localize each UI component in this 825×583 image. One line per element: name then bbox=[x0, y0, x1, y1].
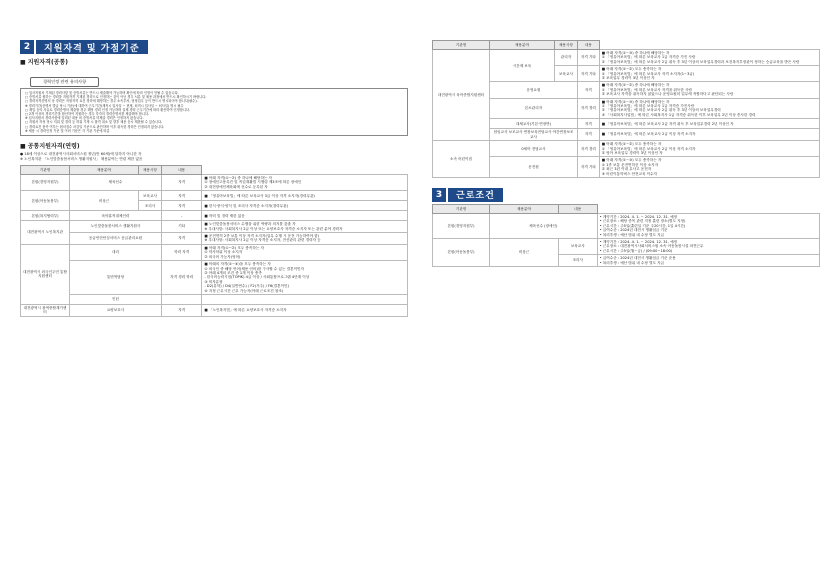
left-column bbox=[20, 40, 408, 317]
section-title: 지원자격 및 가점기준 bbox=[36, 40, 148, 54]
content-cell bbox=[599, 141, 819, 157]
content-line: ② 보육교사 자격을 취득하지 않았으나 운영요원의 업무에 적합하다고 판단되는 사람 bbox=[601, 92, 734, 97]
field-cell: 체육선수 (장애인) bbox=[490, 213, 598, 238]
content-line: ① 장애인고용촉진 및 직업재활법 시행령 제3조에 따른 장애인 bbox=[204, 180, 302, 185]
content-cell bbox=[599, 129, 819, 141]
content-line: ■ 아래 자격(①~②) 모두 충족하는 자 bbox=[601, 67, 662, 72]
content-cell bbox=[202, 201, 408, 211]
org-cell: 대전광역시 광역중합재가센터 bbox=[21, 304, 70, 316]
col-header: 기관명 bbox=[433, 41, 490, 50]
col-header: 채용사항 bbox=[555, 41, 578, 50]
field-cell: 비상근 bbox=[70, 191, 139, 211]
content-line: ■ 「영유아보육법」에 따른 보육교사 2급 이상 자격 소지자 bbox=[601, 132, 696, 137]
field-cell: 응급안전안심서비스 응급관리요원 bbox=[70, 233, 162, 245]
content-line: - 한국어능력시험(TOPIK) 4급 이상 / 사회통합프로그램 4단계 이상 bbox=[204, 275, 310, 280]
content-line: ② 「영유아보육법」에 따른 보육교사 2급 취득 후 3년 이상의 보육업무경력과 보건복지부장관이 정하는 승급교육을 받은 사람 bbox=[601, 59, 800, 64]
table-row bbox=[433, 119, 820, 129]
field-cell: 비상근 bbox=[490, 238, 559, 266]
table-row bbox=[21, 221, 408, 233]
col-header: 기관명 bbox=[433, 204, 490, 213]
content-cell bbox=[202, 175, 408, 191]
table-row bbox=[21, 191, 408, 201]
content-cell bbox=[597, 213, 819, 238]
content-line: ■ 한식·중식·양식 및 조리사 자격증 소지자(경력무관) bbox=[204, 203, 288, 208]
content-line: ② 「영유아보육법」에 따른 보육교사 2급 취득 후 3년 이상의 보육업무경력 bbox=[601, 108, 721, 113]
field-cell: 시간제 보육 bbox=[490, 50, 555, 82]
kind-cell: 자격 기타 bbox=[578, 66, 600, 82]
content-line: ■ 아래 자격(①~②) 모두 충족하는 자 bbox=[204, 245, 264, 250]
notice-line: □ 증빙서류 원하는 경력을 지원자격 기재된 경력으로 인정하는 것이 아닌 경우 서류 및 채용 과정에서 반드시 확인하시기 바랍니다. bbox=[25, 95, 207, 100]
kind-cell: 기타 bbox=[162, 221, 202, 233]
content-cell bbox=[202, 233, 408, 245]
table-row bbox=[21, 261, 408, 295]
content-line: ② 최근 3년 이내 무사고 운전자 bbox=[601, 167, 652, 172]
content-line: ■ 「영유아보육법」에 따른 보육교사 2급 자격 취득 후 보육업무경력 2년 이상인 자 bbox=[601, 121, 734, 126]
content-line: ① 「영유아보육법」에 따른 보육교사 자격 소지자(1~3급) bbox=[601, 71, 695, 76]
notice-line: □ 경력요건 충족 여부는 원서접수 마감일 기준으로 판단하며 이후 취득한 경력은 인정되지 않습니다. bbox=[25, 124, 165, 129]
content-line: • 근무장소 : 해당 종목 관련 지정 훈련 장소(별도 지정) bbox=[599, 219, 686, 224]
kind-cell: 자격 bbox=[162, 304, 202, 316]
table-row bbox=[21, 294, 408, 304]
content-cell bbox=[202, 294, 408, 304]
col-header: 내용 bbox=[559, 204, 598, 213]
common-line: ● 18세 이상으로 대전광역시사회서비스원 정년(만 60세)에 달하지 아니한 자 bbox=[20, 152, 142, 157]
content-line: ■ 아래의 자격(①~④)을 모두 충족하는 자 bbox=[204, 262, 271, 267]
field-cell: 육아휴직대체인력 bbox=[70, 211, 162, 221]
content-line: ■ 아래 자격(①~②) 중 하나에 해당하는 자 bbox=[204, 176, 272, 181]
kind-cell: 자격 bbox=[162, 175, 202, 191]
work-conditions-table bbox=[432, 204, 820, 267]
org-cell: 소속 어린이집 bbox=[433, 141, 490, 178]
table-row bbox=[433, 50, 820, 66]
content-line: ② 영아 보육업무 경력이 3년 이상인 자 bbox=[601, 150, 663, 155]
kind-cell: 자격 경력 학력 bbox=[162, 261, 202, 295]
field-cell: 담임교사 보조교사 연장보육전담교사 야간연장보조교사 bbox=[490, 129, 578, 141]
content-line: ※ 우대사항: 사회복지사 2급 이상 또는 요양보호사 자격증 소지자 또는 관련 분야 경력자 bbox=[204, 226, 343, 231]
section-title: 근로조건 bbox=[448, 188, 503, 202]
notice-box bbox=[20, 88, 408, 136]
subfield-cell: 보육교사 bbox=[559, 238, 598, 254]
qualification-table-left bbox=[20, 165, 408, 317]
content-line: • 근무시간 : 주5일(월~금) / (09:00~18:00) bbox=[599, 248, 673, 253]
field-cell: 노인맞춤돌봄서비스 생활지원사 bbox=[70, 221, 162, 233]
col-header: 내용 bbox=[578, 41, 600, 50]
subfield-cell: 조리사 bbox=[559, 255, 598, 267]
content-line: • 근무시간 : 주5일(훈련일 기준 주20시간, 1일 4시간) bbox=[599, 223, 686, 228]
content-line: ■ 「영유아보육법」에 따른 보육교사 3급 이상 자격 소지자(경력무관) bbox=[204, 193, 315, 198]
subfield-cell: 보육교사 bbox=[139, 191, 162, 201]
table-row bbox=[21, 211, 408, 221]
table-row bbox=[433, 82, 820, 98]
org-cell: 대전광역시 외국인주민 통합지원센터 bbox=[21, 244, 70, 304]
content-line: ② 대전장애인체육회에 선수로 등록된 자 bbox=[204, 184, 268, 189]
org-cell: 본원(경영지원부) bbox=[433, 213, 490, 238]
subfield-cell: 보육교사 bbox=[555, 66, 578, 82]
table-row bbox=[433, 129, 820, 141]
content-cell bbox=[202, 211, 408, 221]
content-line: ■ 「노인복지법」에 따른 요양보호사 자격증 소지자 bbox=[204, 308, 287, 313]
subsection-title: ■ 지원자격(공통) bbox=[20, 59, 69, 66]
content-line: - D2(유학) / D4(일반연수) / F2(거주) / F6(결혼이민) bbox=[204, 284, 289, 289]
kind-cell: 자격 bbox=[578, 129, 600, 141]
notice-line: □ 2개 이상의 경력기간을 합산하여 지원하는 경우 각각의 경력증명서를 제출해야 합니다. bbox=[25, 112, 149, 117]
content-line: • 복리후생 : 예산 범위 내 수당 별도 지급 bbox=[599, 260, 665, 265]
org-cell: 본원(복지협력부) bbox=[21, 211, 70, 221]
content-cell bbox=[599, 98, 819, 119]
content-line: ① 외국인 중 해당 언어(채용 언어)를 구사할 수 있는 결혼이민자 bbox=[204, 266, 304, 271]
content-line: ■ 아래 자격(①~③) 모두 충족하는 자 bbox=[601, 158, 662, 163]
content-line: ① 「영유아보육법」에 따른 보육교사 2급 이상 자격 소지자 bbox=[601, 146, 696, 151]
kind-cell: 자격 bbox=[162, 191, 202, 201]
content-cell bbox=[599, 50, 819, 66]
kind-cell bbox=[162, 294, 202, 304]
notice-line: □ 재입 등의 사유로 경력증명서 제출할 경우 해당 경력 인정 가능하며 실제 경력 근무기간에 따라 환산하여 인정합니다. bbox=[25, 107, 190, 112]
field-cell: 0세아 전담교사 bbox=[490, 141, 578, 157]
field-cell: 대리 bbox=[70, 244, 162, 260]
content-cell bbox=[599, 119, 819, 129]
field-cell: 운영요원 bbox=[490, 82, 578, 98]
notice-line: ※ 입사지원서 경력사항에 입력된 내용 외 증빙서류 미제출 경력은 인정하지 않습니다. bbox=[25, 116, 144, 121]
content-line: ③ 「사회복지사업법」에 따른 사회복지사 1급 자격증 취득한 이후 보육업무 2년 이상 종사한 경력 bbox=[601, 112, 756, 117]
content-line: ① 학사학위 이상 소지자 bbox=[204, 250, 243, 255]
content-line: ■ 학력 및 경력 제한 없음 bbox=[204, 213, 245, 218]
content-line: • 급여수준 : 2024년 대전시 생활임금 기준 준용 bbox=[599, 256, 676, 261]
kind-cell: 자격 기타 bbox=[578, 50, 600, 66]
content-line: ■ 노인맞춤돌봄서비스 수행을 위한 역량과 의지를 갖춘 자 bbox=[204, 222, 296, 227]
col-header: 채용사항 bbox=[139, 166, 162, 175]
content-cell bbox=[202, 221, 408, 233]
field-cell: 운전원 bbox=[490, 157, 578, 178]
content-cell bbox=[599, 82, 819, 98]
section-number: 3 bbox=[432, 188, 446, 202]
subsection-title-2: ■ 공통지원자격(연령) bbox=[20, 143, 80, 151]
notice-line: □ 경력자격증명서 상 경력은 지원자격 요건 경력에 해당하는 경우 소속부서, 담당업무 등이 반드시 명시되어야 합니다(필수). bbox=[25, 99, 198, 104]
content-line: ④ 지정 근무시간 근무 가능자(아래 근로조건 참조) bbox=[204, 288, 284, 293]
content-line: ② 보육업무 경력이 3년 이상인 자 bbox=[601, 76, 655, 81]
qualification-table-right bbox=[432, 40, 820, 178]
content-line: • 계약기간 : 2024. 4. 1. ~ 2024. 12. 31. 예정 bbox=[599, 239, 678, 244]
content-cell bbox=[599, 157, 819, 178]
content-line: ■ 아래 자격(①~②) 모두 충족하는 자 bbox=[601, 142, 662, 147]
content-line: ③ 어린이통학버스 안전교육 이수자 bbox=[601, 171, 658, 176]
content-cell bbox=[597, 255, 819, 267]
content-cell bbox=[597, 238, 819, 254]
notice-line: □ 지원서 작성 당시 지위 및 경력 등 허위 기재 시 합격 취소 및 향후 채용 응시 제한될 수 있습니다. bbox=[25, 120, 163, 125]
table-row bbox=[433, 213, 820, 238]
field-cell: 요양보호사 bbox=[70, 304, 162, 316]
kind-cell: 학력 자격 bbox=[162, 244, 202, 260]
content-line: ※ 우대사항: 사회복지사 2급 이상 자격증 소지자, 전산관리 관련 경력자 등 bbox=[204, 238, 321, 243]
field-cell: 체육선수 bbox=[70, 175, 162, 191]
table-row bbox=[433, 157, 820, 178]
content-cell bbox=[202, 244, 408, 260]
content-line: ① 「영유아보육법」에 따른 보육교사 1급 자격증 가진 사람 bbox=[601, 55, 696, 60]
field-cell: 본소관리자 bbox=[490, 98, 578, 119]
notice-tag: 경력인정 관련 유의사항 bbox=[30, 77, 99, 87]
content-line: ② 외국어 가능자(영어) bbox=[204, 254, 241, 259]
content-line: ① 「영유아보육법」에 따른 보육교사 자격을 취득한 사람 bbox=[601, 87, 692, 92]
content-line: ■ 아래 자격(①~③) 중 하나에 해당하는 자 bbox=[601, 99, 670, 104]
content-cell bbox=[202, 261, 408, 295]
right-column bbox=[432, 40, 820, 267]
kind-cell: 자격 경력 bbox=[578, 98, 600, 119]
kind-cell: - bbox=[162, 211, 202, 221]
col-header: 채용분야 bbox=[70, 166, 139, 175]
kind-cell: 자격 bbox=[578, 119, 600, 129]
kind-cell: 자격 기타 bbox=[578, 157, 600, 178]
subfield-cell: 조리사 bbox=[139, 201, 162, 211]
content-line: ■ 아래 자격(①~③) 중 하나에 해당하는 자 bbox=[601, 51, 670, 55]
field-cell: 인턴 bbox=[70, 294, 162, 304]
col-header: 기관명 bbox=[21, 166, 70, 175]
table-row bbox=[433, 141, 820, 157]
table-row bbox=[21, 304, 408, 316]
content-line: • 급여수준 : 2024년 대전시 생활임금 기준 bbox=[599, 228, 668, 233]
section-number: 2 bbox=[20, 40, 34, 54]
table-row bbox=[21, 244, 408, 260]
content-line: ② 아래 4개의 조건 중 1개 이상 충족 bbox=[204, 270, 262, 275]
table-row bbox=[21, 175, 408, 191]
content-line: ③ 비자유형 bbox=[204, 279, 223, 284]
notice-line: ※ 경력기간(증명서 발급 당시 기준)에 대하여 근무기간(재직시 입사일 ~ 현재, 퇴직시 입사일 ~ 퇴사일) 명시 필수 bbox=[25, 103, 184, 108]
section-2-header bbox=[20, 40, 408, 54]
kind-cell: 자격 bbox=[578, 82, 600, 98]
notice-line: ※ 채용 시 경력인정 기준 및 이외 기준은 각 기관 기준에 따름 bbox=[25, 128, 110, 133]
org-cell: 본원(아동돌봄부) bbox=[21, 191, 70, 211]
table-row bbox=[433, 238, 820, 254]
col-header: 채용분야 bbox=[490, 204, 559, 213]
content-line: • 계약기간 : 2024. 4. 1. ~ 2024. 12. 31. 예정 bbox=[599, 214, 678, 219]
kind-cell: 자격 bbox=[162, 201, 202, 211]
content-cell bbox=[202, 304, 408, 316]
common-line: ※ 노인복지관 「노인맞춤돌봄서비스 생활지원사」 채용분야는 연령 제한 없음 bbox=[20, 157, 143, 162]
field-cell: 대체교사(기본·연장반) bbox=[490, 119, 578, 129]
content-line: ① 「영유아보육법」에 따른 보육교사 1급 자격증 가진사람 bbox=[601, 104, 695, 109]
content-cell bbox=[202, 191, 408, 201]
org-cell: 대전광역시 노인복지관 bbox=[21, 221, 70, 245]
kind-cell: 자격 경력 bbox=[578, 141, 600, 157]
org-cell: 본원(아동돌봄부) bbox=[433, 238, 490, 266]
table-row bbox=[21, 233, 408, 245]
content-cell bbox=[599, 66, 819, 82]
content-line: • 복리후생 : 예산 범위 내 수당 별도 지급 bbox=[599, 232, 665, 237]
content-line: • 근무장소 : 대전광역시사회서비스원 소속 아동돌봄시설 파견근무 bbox=[599, 244, 704, 249]
org-cell: 본원(경영지원부) bbox=[21, 175, 70, 191]
org-cell: 대전광역시 육아종합지원센터 bbox=[433, 50, 490, 141]
section-3-header bbox=[432, 188, 820, 202]
table-row bbox=[433, 98, 820, 119]
notice-line: □ 입사지원서 기재된 경력사항 및 증빙서류는 반드시 제출해야 가능하며 확인에 따라 인정이 안될 수 있습니다. bbox=[25, 91, 179, 95]
content-line: ■ 운전면허 2종 보통 이상 자격 소지자(업무 수행 시 운전 가능하여야 함) bbox=[204, 234, 320, 239]
subfield-cell: 관리자 bbox=[555, 50, 578, 66]
content-line: ① 1종 보통 운전면허증 이상 소지자 bbox=[601, 162, 659, 167]
col-header: 채용분야 bbox=[490, 41, 555, 50]
col-header: 내용 bbox=[162, 166, 202, 175]
content-line: ■ 아래 자격(①~②) 중 하나에 해당하는 자 bbox=[601, 83, 670, 88]
field-cell: 통번역담당 bbox=[70, 261, 162, 295]
kind-cell: 자격 bbox=[162, 233, 202, 245]
